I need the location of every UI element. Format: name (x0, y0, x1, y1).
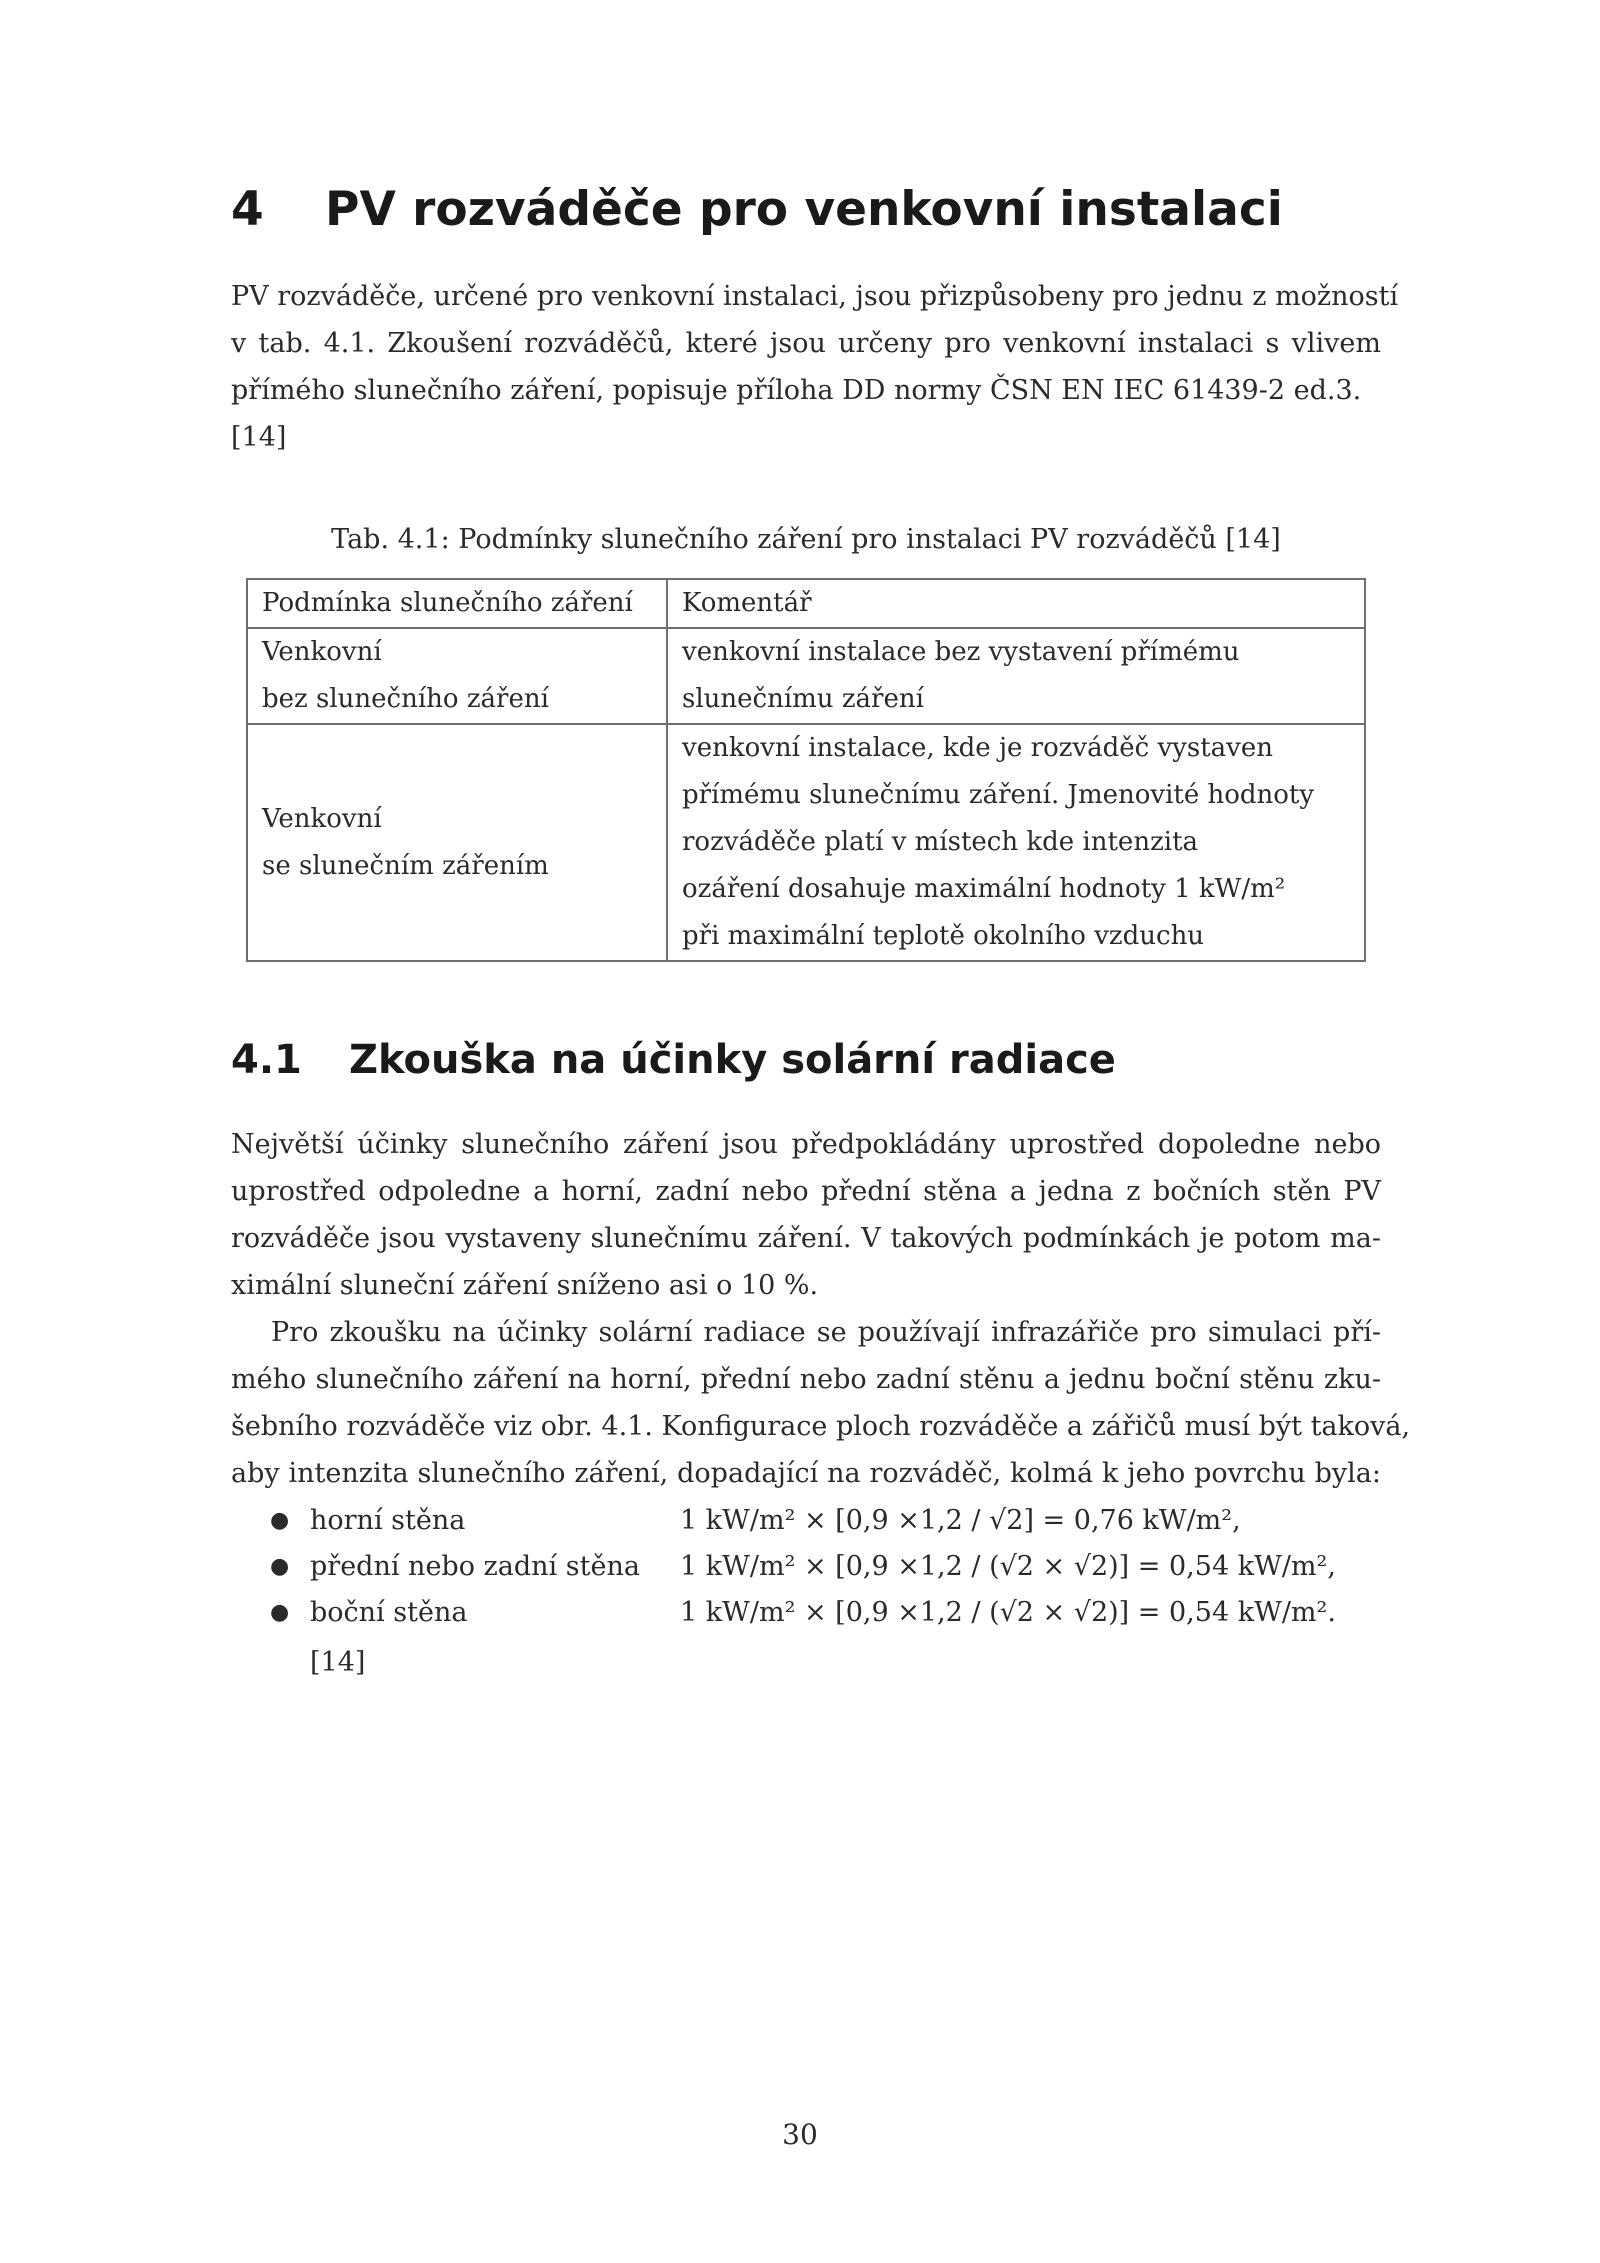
section-number: 4.1 (231, 1037, 302, 1083)
paragraph-line: ximální sluneční záření sníženo asi o 10 %. (231, 1270, 819, 1301)
section-heading (231, 1030, 1381, 1090)
chapter-heading (231, 178, 1381, 242)
section-title: Zkouška na účinky solární radiace (349, 1037, 1116, 1083)
bullet-icon: ● (270, 1508, 290, 1533)
sun-exposure-table (246, 578, 1366, 962)
bullet-icon: ● (270, 1554, 290, 1579)
list-item (270, 1590, 1390, 1636)
paragraph-line: Největší účinky slunečního záření jsou předpokládány uprostřed dopoledne nebo (231, 1129, 1381, 1160)
formula-list (270, 1498, 1390, 1636)
section-paragraph-1 (231, 1121, 1381, 1309)
section-paragraph-2 (231, 1309, 1411, 1497)
formula-expression: 1 kW/m² × [0,9 ×1,2 / √2] = 0,76 kW/m², (680, 1505, 1241, 1536)
paragraph-line: Pro zkoušku na účinky solární radiace se používají infrazářiče pro simulaci pří- (271, 1317, 1381, 1348)
cell-line: venkovní instalace, kde je rozváděč vystaven (682, 733, 1273, 763)
intro-paragraph (231, 273, 1399, 461)
cell-line: bez slunečního záření (262, 684, 549, 714)
citation-reference: [14] (231, 422, 287, 453)
table-header-row (247, 579, 1365, 628)
paragraph-line: šebního rozváděče viz obr. 4.1. Konfigurace ploch rozváděče a zářičů musí být taková, (231, 1411, 1411, 1442)
cell-line: venkovní instalace bez vystavení přímému (682, 637, 1240, 667)
paragraph-line: rozváděče jsou vystaveny slunečnímu záření. V takových podmínkách je potom ma- (231, 1223, 1381, 1254)
paragraph-line: mého slunečního záření na horní, přední nebo zadní stěnu a jednu boční stěnu zku- (231, 1364, 1381, 1395)
table-caption: Tab. 4.1: Podmínky slunečního záření pro instalaci PV rozváděčů [14] (331, 524, 1281, 555)
cell-line: přímému slunečnímu záření. Jmenovité hodnoty (682, 780, 1315, 810)
cell-line: Venkovní (262, 803, 382, 834)
formula-label: horní stěna (310, 1505, 466, 1536)
table-header-condition: Podmínka slunečního záření (247, 579, 667, 628)
paragraph-line: v tab. 4.1. Zkoušení rozváděčů, které jsou určeny pro venkovní instalaci s vlivem (231, 328, 1381, 359)
formula-expression: 1 kW/m² × [0,9 ×1,2 / (√2 × √2)] = 0,54 kW/m². (680, 1597, 1336, 1628)
paragraph-line: přímého slunečního záření, popisuje příloha DD normy ČSN EN IEC 61439-2 ed.3. (231, 375, 1362, 406)
table-header-comment: Komentář (667, 579, 1365, 628)
cell-line: rozváděče platí v místech kde intenzita (682, 827, 1199, 857)
table-row (247, 724, 1365, 961)
chapter-title: PV rozváděče pro venkovní instalaci (325, 182, 1283, 237)
chapter-number: 4 (231, 182, 264, 237)
paragraph-line: aby intenzita slunečního záření, dopadající na rozváděč, kolmá k jeho povrchu byla: (231, 1458, 1381, 1489)
list-item (270, 1498, 1390, 1544)
formula-label: přední nebo zadní stěna (310, 1551, 640, 1582)
formula-label: boční stěna (310, 1597, 468, 1628)
table-cell-comment (667, 724, 1365, 961)
table-cell-condition (247, 628, 667, 724)
formula-expression: 1 kW/m² × [0,9 ×1,2 / (√2 × √2)] = 0,54 kW/m², (680, 1551, 1336, 1582)
citation-reference: [14] (310, 1647, 366, 1678)
paragraph-line: uprostřed odpoledne a horní, zadní nebo přední stěna a jedna z bočních stěn PV (231, 1176, 1381, 1207)
table-cell-condition (247, 724, 667, 961)
cell-line: slunečnímu záření (682, 684, 924, 714)
table-cell-comment (667, 628, 1365, 724)
paragraph-line: PV rozváděče, určené pro venkovní instalaci, jsou přizpůsobeny pro jednu z možností (231, 281, 1399, 312)
bullet-icon: ● (270, 1600, 290, 1625)
table-row (247, 628, 1365, 724)
cell-line: ozáření dosahuje maximální hodnoty 1 kW/m² (682, 874, 1286, 904)
page-number: 30 (782, 2118, 818, 2151)
list-item (270, 1544, 1390, 1590)
cell-line: Venkovní (262, 637, 382, 667)
cell-line: se slunečním zářením (262, 850, 549, 881)
cell-line: při maximální teplotě okolního vzduchu (682, 921, 1205, 951)
